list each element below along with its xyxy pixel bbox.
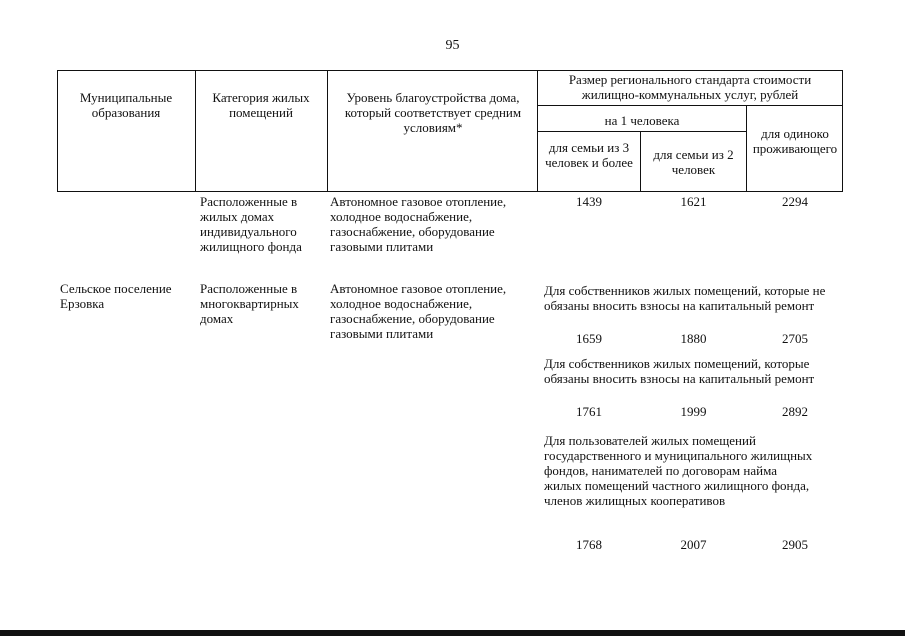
group-3-value-family-2: 2007 (680, 537, 707, 552)
table-top-border (57, 70, 843, 71)
group-1-note: Для собственников жилых помещений, которые не обязаны вносить взносы на капитальный ремонт (544, 283, 826, 313)
row-1-value-single: 2294 (782, 194, 808, 209)
group-2-value-family-2: 1999 (680, 404, 707, 419)
group-2-value-single: 2892 (782, 404, 808, 419)
row-2-category: Расположенные в многоквартирных домах (200, 281, 299, 326)
col-divider-3 (537, 70, 538, 192)
header-housing-category: Категория жилых помещений (212, 90, 310, 120)
header-per-person: на 1 человека (604, 113, 680, 128)
table-left-border (57, 70, 58, 192)
row-2-amenity-level: Автономное газовое отопление, холодное водоснабжение, газоснабжение, оборудование газовыми плитами (330, 281, 507, 341)
table-right-border (842, 70, 843, 192)
row-1-value-family-3: 1439 (576, 194, 602, 209)
group-2-note: Для собственников жилых помещений, которые обязаны вносить взносы на капитальный ремонт (544, 356, 815, 386)
row-1-category: Расположенные в жилых домах индивидуального жилищного фонда (200, 194, 302, 254)
col-divider-1 (195, 70, 196, 192)
col-divider-2 (327, 70, 328, 192)
header-single: для одиноко проживающего (752, 126, 838, 156)
municipality-name: Сельское поселение Ерзовка (60, 281, 172, 311)
page-number: 95 (445, 38, 460, 53)
group-1-value-family-2: 1880 (680, 331, 707, 346)
header-family-2: для семьи из 2 человек (653, 147, 734, 177)
row-1-amenity-level: Автономное газовое отопление, холодное водоснабжение, газоснабжение, оборудование газовыми плитами (330, 194, 507, 254)
subheader-rule (537, 105, 843, 106)
header-family-3: для семьи из 3 человек и более (545, 140, 633, 170)
group-3-value-single: 2905 (782, 537, 808, 552)
header-bottom-border (57, 191, 843, 192)
row-1-value-family-2: 1621 (680, 194, 707, 209)
header-amenity-level: Уровень благоустройства дома, который соответствует средним условиям* (344, 90, 522, 135)
group-1-value-family-3: 1659 (576, 331, 602, 346)
group-2-value-family-3: 1761 (576, 404, 602, 419)
group-3-value-family-3: 1768 (576, 537, 602, 552)
bottom-edge-bar (0, 630, 905, 636)
group-1-value-single: 2705 (782, 331, 808, 346)
header-standard-cost: Размер регионального стандарта стоимости жилищно-коммунальных услуг, рублей (568, 72, 812, 102)
per-person-rule (537, 131, 747, 132)
header-municipalities: Муниципальные образования (79, 90, 173, 120)
group-3-note: Для пользователей жилых помещений государственного и муниципального жилищных фондов, нанимателей по договорам найма жилых помещений частного жилищного фонда, членов жилищных кооперативов (544, 433, 813, 508)
col-divider-5 (746, 105, 747, 192)
col-divider-4 (640, 131, 641, 192)
